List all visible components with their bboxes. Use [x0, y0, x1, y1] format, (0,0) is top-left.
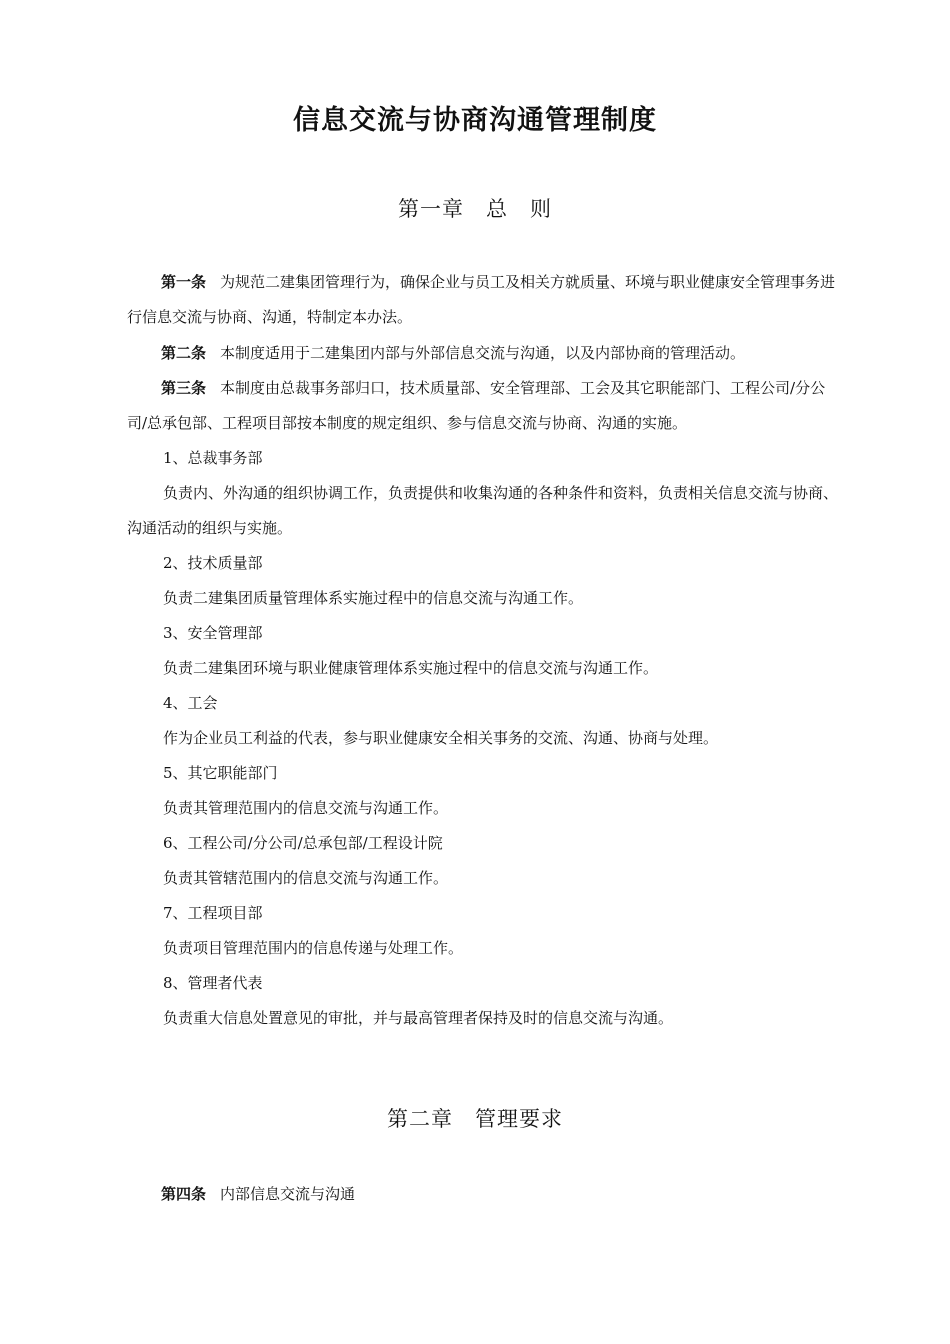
item-2-text: 负责二建集团质量管理体系实施过程中的信息交流与沟通工作。	[163, 589, 584, 607]
document-title: 信息交流与协商沟通管理制度	[293, 105, 657, 136]
item-6-heading: 6、工程公司/分公司/总承包部/工程设计院	[163, 834, 443, 852]
item-8-heading: 8、管理者代表	[163, 974, 263, 992]
article-1-label: 第一条	[161, 273, 207, 291]
item-7-heading: 7、工程项目部	[163, 904, 263, 922]
article-4	[127, 1177, 842, 1212]
item-3-text: 负责二建集团环境与职业健康管理体系实施过程中的信息交流与沟通工作。	[163, 659, 659, 677]
item-7-text: 负责项目管理范围内的信息传递与处理工作。	[163, 939, 464, 957]
article-2-label: 第二条	[161, 344, 207, 362]
item-1-text: 负责内、外沟通的组织协调工作，负责提供和收集沟通的各种条件和资料，负责相关信息交流与协商、沟通活动的组织与实施。	[127, 484, 839, 537]
item-5-heading: 5、其它职能部门	[163, 764, 278, 782]
item-3-heading: 3、安全管理部	[163, 624, 263, 642]
item-1-heading: 1、总裁事务部	[163, 449, 263, 467]
article-3-label: 第三条	[161, 379, 207, 397]
article-1-text: 为规范二建集团管理行为，确保企业与员工及相关方就质量、环境与职业健康安全管理事务进行信息交流与协商、沟通，特制定本办法。	[127, 273, 836, 326]
item-4-heading: 4、工会	[163, 694, 218, 712]
item-4-text: 作为企业员工利益的代表，参与职业健康安全相关事务的交流、沟通、协商与处理。	[163, 729, 719, 747]
article-3-text: 本制度由总裁事务部归口，技术质量部、安全管理部、工会及其它职能部门、工程公司/分公司/总承包部、工程项目部按本制度的规定组织、参与信息交流与协商、沟通的实施。	[127, 379, 826, 432]
item-2-heading: 2、技术质量部	[163, 554, 263, 572]
chapter-1-heading: 第一章 总 则	[398, 197, 552, 221]
item-6-text: 负责其管辖范围内的信息交流与沟通工作。	[163, 869, 449, 887]
article-4-label: 第四条	[161, 1185, 207, 1203]
item-5-text: 负责其管理范围内的信息交流与沟通工作。	[163, 799, 449, 817]
article-4-text: 内部信息交流与沟通	[220, 1185, 356, 1203]
item-8-text: 负责重大信息处置意见的审批，并与最高管理者保持及时的信息交流与沟通。	[163, 1009, 674, 1027]
article-1	[127, 265, 842, 335]
chapter-2-heading: 第二章 管理要求	[387, 1107, 563, 1131]
article-2-text: 本制度适用于二建集团内部与外部信息交流与沟通，以及内部协商的管理活动。	[220, 344, 746, 362]
article-2	[127, 336, 842, 371]
article-3	[127, 371, 842, 441]
